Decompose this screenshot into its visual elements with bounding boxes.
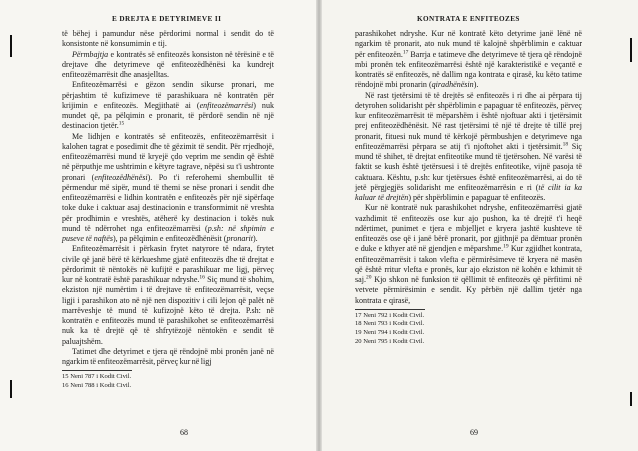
text-run: ). Po t'i referohemi shembullit të përmendur më sipër, mund të themi se nëse pronari i sendit dhe enfiteozëmarrësi e lidhin kontratën e enfiteozës për një sipërfaqe toke duke i caktuar asaj destinacionin e transformimit në vreshta për prodhimin e vreshtës, atëherë ky destinacion i tokës nuk mund të ndërrohet nga enfiteozëmarrësi ( — [62, 172, 274, 233]
paragraph — [355, 29, 582, 91]
scan-edge-mark — [630, 392, 632, 406]
paragraph — [62, 80, 274, 131]
running-header: E DREJTA E DETYRIMEVE II — [112, 15, 222, 23]
footnote: 18 Neni 793 i Kodit Civil. — [355, 320, 425, 328]
text-run: Kjo shkon në funksion të qëllimit të enfiteozës që përfitimi në vetvete përmirësimin e sendit. Ky përbën një dallim tjetër nga kontrata e qirasë, — [355, 275, 582, 305]
text-run: parashikohet ndryshe. Kur në kontratë këto detyrime janë lënë në ngarkim të pronarit, ato nuk mund të kalojnë shpërblimin e caktuar për enfiteozën. — [355, 29, 582, 59]
text-run: Kur në kontratë nuk parashikohet ndryshe, enfiteozëmarrësi gjatë vazhdimit të enfiteozës ose kur ajo pushon, ka të drejtë t'i heqë ndërtimet, punimet e tjera e mbjelljet e kryera jashtë kushteve të enfiteozës ose që i janë bërë pronarit, por gjithnjë pa dëmtuar pronën e duke e kthyer atë në gjendjen e mëparshme. — [355, 203, 582, 254]
right-page — [319, 0, 638, 451]
italic-run: Përmbajtja — [72, 49, 109, 59]
book-gutter — [316, 0, 322, 451]
page-body — [355, 29, 582, 346]
text-run: ), pa pëlqimin e enfiteozëdhënësit ( — [112, 234, 227, 243]
text-run: Siç mund të shohim, ekziston një numërtim i të drejtave të enfiteozëmarrësit, veçse ligji i parashikon ato në një nen dispozitiv i cili lejon që palët në marrëveshje të mund të kufizojnë këto të drejta. P.sh: në kontratën e enfiteozës mund të parashikohet se enfiteozëmarrësi nuk ka të drejtë që të shfrytëzojë nëntokën e sendit të paluajtshëm. — [62, 275, 274, 346]
body-text — [355, 29, 582, 306]
text-run: Tatimet dhe detyrimet e tjera që rëndojnë mbi pronën janë në ngarkim të enfiteozëmarrësit, përveç kur në ligj — [62, 346, 274, 366]
italic-run: p.sh: në shpimin e puseve të naftës — [62, 223, 274, 243]
page-body — [62, 29, 274, 390]
scan-edge-mark — [10, 380, 12, 398]
running-header: KONTRATA E ENFITEOZES — [417, 15, 520, 23]
paragraph — [62, 347, 274, 368]
text-run: ) nuk mundet që, pa pëlqimin e pronarit, të përdorë sendin në një destinacion tjetër. — [62, 100, 274, 131]
footnotes — [62, 373, 274, 390]
paragraph — [62, 29, 274, 50]
footnote: 20 Neni 795 i Kodit Civil. — [355, 337, 425, 345]
scan-edge-mark — [630, 38, 632, 62]
footnote-rule — [62, 370, 132, 371]
italic-run: pronarit — [226, 234, 253, 243]
footnote: 16 Neni 788 i Kodit Civil. — [62, 381, 132, 389]
text-run: Enfiteozëmarrësit i përkasin frytet natyrore të ndara, frytet civile që janë bërë të kërkueshme gjatë enfiteozës dhe të drejtat e përdorimit të nëntokës në kufijtë e parashikuar me ligj, përveç kur në kontratë është parashikuar ndryshe. — [62, 244, 274, 284]
page-number: 68 — [180, 428, 188, 437]
text-run: Barrja e tatimeve dhe detyrimeve të tjera që rëndojnë mbi pronën tek enfiteozëmarrësi është një karakteristikë e veçantë e kontratës së enfiteozës, në dallim nga kontrata e qirasë, ku këto tatime rëndojnë mbi pronarin ( — [355, 49, 582, 90]
text-run: ). — [473, 80, 479, 90]
italic-run: qiradhënësin — [431, 80, 474, 90]
text-run: Kur zgjidhet kontrata, enfiteozëmarrësit i takon vlefta e përmirësimeve të kryera në masën që është rritur vlefta e pronës, kur ajo ekziston në kohën e kthimit të saj. — [355, 244, 582, 284]
text-run: Me lidhjen e kontratës së enfiteozës, enfiteozëmarrësit i kalohen tagrat e posedimit dhe të gëzimit të sendit. Për rrjedhojë, enfiteozëmarrësi mund të kryejë çdo veprim me sendin që është në përputhje me ushtrimin e këtyre tagrave, nëpësi su t'i ushtronte pronari ( — [62, 131, 274, 182]
page-number: 69 — [470, 428, 478, 437]
scan-edge-mark — [10, 35, 12, 57]
text-run: ) për shpërblimin e papaguar të enfiteozës. — [408, 193, 546, 202]
footnote-ref: 18 — [562, 141, 569, 148]
paragraph — [62, 50, 274, 81]
body-text — [62, 29, 274, 367]
text-run: ). — [253, 234, 258, 243]
italic-run: enfiteozëdhënësi — [94, 172, 148, 182]
footnote-ref: 16 — [199, 274, 205, 281]
footnotes — [355, 312, 582, 346]
text-run: Enfiteozëmarrësi e gëzon sendin sikurse pronari, me përjashtim të kufizimeve të parashikuara në kontratën për krijimin e enfiteozës. Megjithatë ai ( — [62, 80, 274, 110]
footnote-rule — [355, 309, 425, 310]
footnote-ref: 19 — [503, 243, 509, 250]
footnote: 19 Neni 794 i Kodit Civil. — [355, 328, 425, 336]
paragraph — [355, 203, 582, 306]
text-run: Siç mund të shihet, të drejtat enfiteotike mund të tjetërsohen. Në varësi të faktit se kush është tjetërsuesi i të drejtës enfiteotike, vijnë pasoja të caktuara. Kështu, p.sh: kur tjetërsues është enfiteozëmarrësi, ai do të jetë përgjegjës solidarisht me enfiteozëmarrësin e ri ( — [355, 141, 582, 192]
paragraph — [355, 91, 582, 204]
text-run: Në rast tjetërsimi të të drejtës së enfiteozës i ri dhe ai përpara tij detyrohen solidarisht për shpërblimin e papaguar të enfiteozës, përveç kur enfiteozëmarrësit të mëparshëm i është njoftuar akti i tjetërsimit prej enfiteozëdhënësit. Në rast tjetërsimi të një të drejte të tillë prej pronarit, fituesi nuk mund të kërkojë përmbushjen e detyrimeve nga enfiteozëmarrësi përpara se atij t'i njoftohet akti i tjetërsimit. — [355, 90, 582, 151]
italic-run: enfiteozëmarrësi — [199, 100, 254, 110]
paragraph — [62, 244, 274, 347]
footnote-ref: 17 — [402, 48, 409, 55]
footnote-ref: 20 — [365, 274, 372, 281]
footnote: 17 Neni 792 i Kodit Civil. — [355, 311, 425, 319]
text-run: të bëhej i pamundur nëse përdorimi normal i sendit do të konsistonte në konsumimin e tij. — [62, 29, 274, 49]
paragraph — [62, 132, 274, 245]
italic-run: të cilit ia ka kaluar të drejtën — [355, 182, 583, 202]
text-run: e kontratës së enfiteozës konsiston në tërësinë e të drejtave dhe detyrimeve që enfiteozëdhënësi ka kundrejt enfiteozëmarrësit dhe anasjelltas. — [62, 49, 274, 79]
footnote: 15 Neni 787 i Kodit Civil. — [62, 373, 132, 381]
footnote-ref: 15 — [118, 120, 125, 127]
